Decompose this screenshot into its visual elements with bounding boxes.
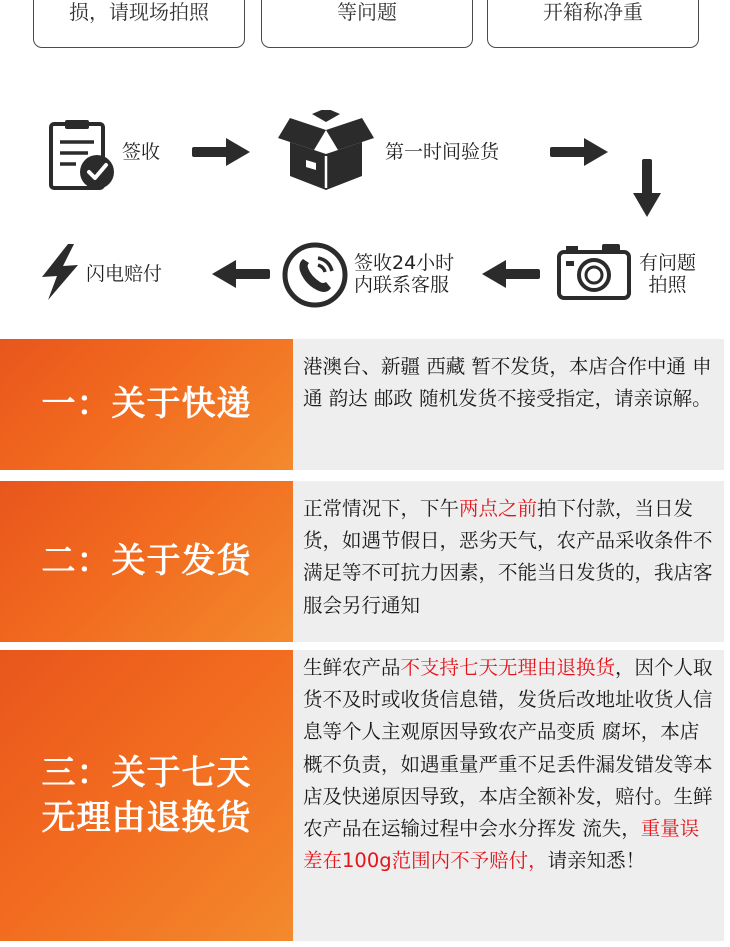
arrow-left-icon bbox=[210, 259, 272, 289]
section-shipping bbox=[0, 481, 730, 642]
open-box-icon bbox=[276, 110, 376, 192]
top-box-3: 开箱称净重 bbox=[487, 0, 699, 48]
section-returns bbox=[0, 650, 730, 941]
top-box-2: 等问题 bbox=[261, 0, 473, 48]
step-pay: 闪电赔付 bbox=[86, 263, 163, 285]
section-heading: 二：关于发货 bbox=[41, 541, 252, 582]
arrow-left-icon bbox=[480, 259, 542, 289]
arrow-right-icon bbox=[190, 137, 252, 167]
section-body: 生鲜农产品不支持七天无理由退换货，因个人取货不及时或收货信息错，发货后改地址收货人信息等个人主观原因导致农产品变质 腐坏，本店概不负责，如遇重量严重不足丢件漏发错发等本店及快递原因导致，本店全额补发，赔付。生鲜农产品在运输过程中会水分挥发 流失，重量误差在100g范围内不予赔付，请亲知悉！ bbox=[293, 650, 724, 941]
arrow-right-icon bbox=[548, 137, 610, 167]
step-photo: 有问题 拍照 bbox=[639, 252, 697, 297]
section-body: 港澳台、新疆 西藏 暂不发货，本店合作中通 申通 韵达 邮政 随机发货不接受指定，请亲谅解。 bbox=[293, 339, 724, 470]
step-sign: 签收 bbox=[122, 141, 161, 163]
section-heading: 一：关于快递 bbox=[41, 384, 252, 425]
top-box-1: 损，请现场拍照 bbox=[33, 0, 245, 48]
phone-call-icon bbox=[281, 241, 349, 309]
section-heading: 三：关于七天 无理由退换货 bbox=[41, 753, 252, 838]
step-contact: 签收24小时 内联系客服 bbox=[354, 252, 455, 297]
section-body: 正常情况下，下午两点之前拍下付款，当日发货，如遇节假日，恶劣天气，农产品采收条件不满足等不可抗力因素，不能当日发货的，我店客服会另行通知 bbox=[293, 481, 724, 642]
camera-icon bbox=[556, 241, 632, 301]
clipboard-check-icon bbox=[48, 118, 116, 192]
lightning-icon bbox=[38, 243, 82, 301]
step-inspect: 第一时间验货 bbox=[385, 141, 500, 163]
arrow-down-icon bbox=[632, 157, 662, 219]
section-express bbox=[0, 339, 730, 470]
